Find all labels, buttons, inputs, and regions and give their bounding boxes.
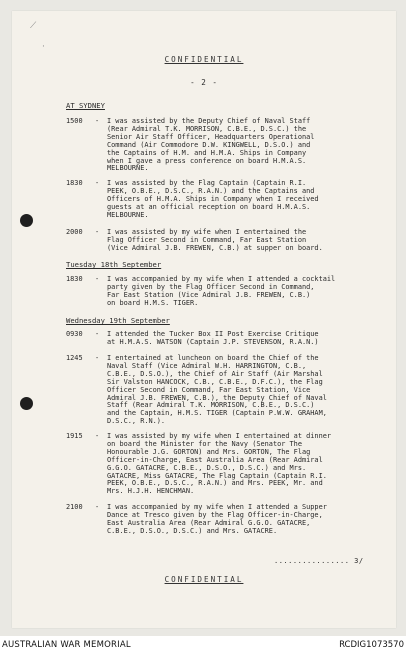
- entry-dash: -: [95, 330, 100, 338]
- entry-time: 1500: [66, 117, 83, 125]
- entry-time: 0930: [66, 330, 83, 338]
- entry-dash: -: [95, 179, 100, 187]
- section-heading: Wednesday 19th September: [66, 316, 170, 325]
- punch-hole: [20, 397, 33, 410]
- document-page: [12, 11, 396, 628]
- entry-time: 1830: [66, 275, 83, 283]
- pencil-mark: ⟋: [30, 21, 37, 31]
- archive-record-id: RCDIG1073570: [339, 640, 404, 650]
- confidential-header-text: CONFIDENTIAL: [164, 55, 244, 64]
- entry-dash: -: [95, 228, 100, 236]
- entry-dash: -: [95, 432, 100, 440]
- confidential-footer: [12, 575, 396, 584]
- entry-time: 1915: [66, 432, 83, 440]
- punch-hole: [20, 214, 33, 227]
- entry-text: I was accompanied by my wife when I attended a Supper Dance at Tresco given by the Flag Officer-in-Charge, East Australia Area (Rear Admiral G.G.O. GATACRE, C.B.E., D.S.O., D.S.C.) and Mrs. GATACRE.: [107, 503, 327, 535]
- entry-text: I was accompanied by my wife when I attended a cocktail party given by the Flag Officer Second in Command, Far East Station (Vice Admiral J.B. FREWEN, C.B.) on board H.M.S. TIGER.: [107, 275, 336, 307]
- entry-time: 1245: [66, 354, 83, 362]
- entry-text: I was assisted by my wife when I entertained the Flag Officer Second in Command, Far East Station (Vice Admiral J.B. FREWEN, C.B.) at supper on board.: [107, 228, 323, 252]
- entry-dash: -: [95, 503, 100, 511]
- section-heading: Tuesday 18th September: [66, 260, 162, 269]
- entry-time: 2100: [66, 503, 83, 511]
- archive-footer-bar: [0, 636, 406, 653]
- page-number: - 2 -: [190, 78, 218, 87]
- entry-time: 2000: [66, 228, 83, 236]
- entry-dash: -: [95, 117, 100, 125]
- pencil-mark: ·: [42, 42, 45, 52]
- entry-dash: -: [95, 275, 100, 283]
- entry-text: I entertained at luncheon on board the Chief of the Naval Staff (Vice Admiral W.H. HARRINGTON, C.B., C.B.E., D.S.O.), the Chief of Air Staff (Air Marshal Sir Valston HANCOCK, C.B., C.B.E., D.F.C.), the Flag Officer Second in Command, Far East Station, Vice Admiral J.B. FREWEN, C.B.), the Deputy Chief of Naval Staff (Rear Admiral T.K. MORRISON, C.B.E., D.S.C.) and the Captain, H.M.S. TIGER (Captain P.W.W. GRAHAM, D.S.C., R.N.).: [107, 354, 327, 426]
- confidential-footer-text: CONFIDENTIAL: [164, 575, 244, 584]
- continuation-marker: ................ 3/: [274, 557, 364, 565]
- confidential-header: [12, 55, 396, 64]
- archive-name: AUSTRALIAN WAR MEMORIAL: [2, 640, 131, 650]
- entry-text: I was assisted by the Flag Captain (Captain R.I. PEEK, O.B.E., D.S.C., R.A.N.) and the Captains and Officers of H.M.A. Ships in Company when I received guests at an official reception on board H.M.A.S. MELBOURNE.: [107, 179, 319, 219]
- entry-time: 1830: [66, 179, 83, 187]
- entry-text: I was assisted by my wife when I entertained at dinner on board the Minister for the Navy (Senator The Honourable J.G. GORTON) and Mrs. GORTON, The Flag Officer-in-Charge, East Australia Area (Rear Admiral G.G.O. GATACRE, C.B.E., D.S.O., D.S.C.) and Mrs. GATACRE, Miss GATACRE, The Flag Captain (Captain R.I. PEEK, O.B.E., D.S.C., R.A.N.) and Mrs. PEEK, Mr. and Mrs. H.J.H. HENCHMAN.: [107, 432, 332, 496]
- entry-text: I attended the Tucker Box II Post Exercise Critique at H.M.A.S. WATSON (Captain J.P. STEVENSON, R.A.N.): [107, 330, 319, 346]
- section-heading: AT SYDNEY: [66, 101, 105, 110]
- entry-text: I was assisted by the Deputy Chief of Naval Staff (Rear Admiral T.K. MORRISON, C.B.E., D.S.C.) the Senior Air Staff Officer, Headquarters Operational Command (Air Commodore D.W. KINGWELL, D.S.O.) and the Captains of H.M. and H.M.A. Ships in Company when I gave a press conference on board H.M.A.S. MELBOURNE.: [107, 117, 315, 173]
- entry-dash: -: [95, 354, 100, 362]
